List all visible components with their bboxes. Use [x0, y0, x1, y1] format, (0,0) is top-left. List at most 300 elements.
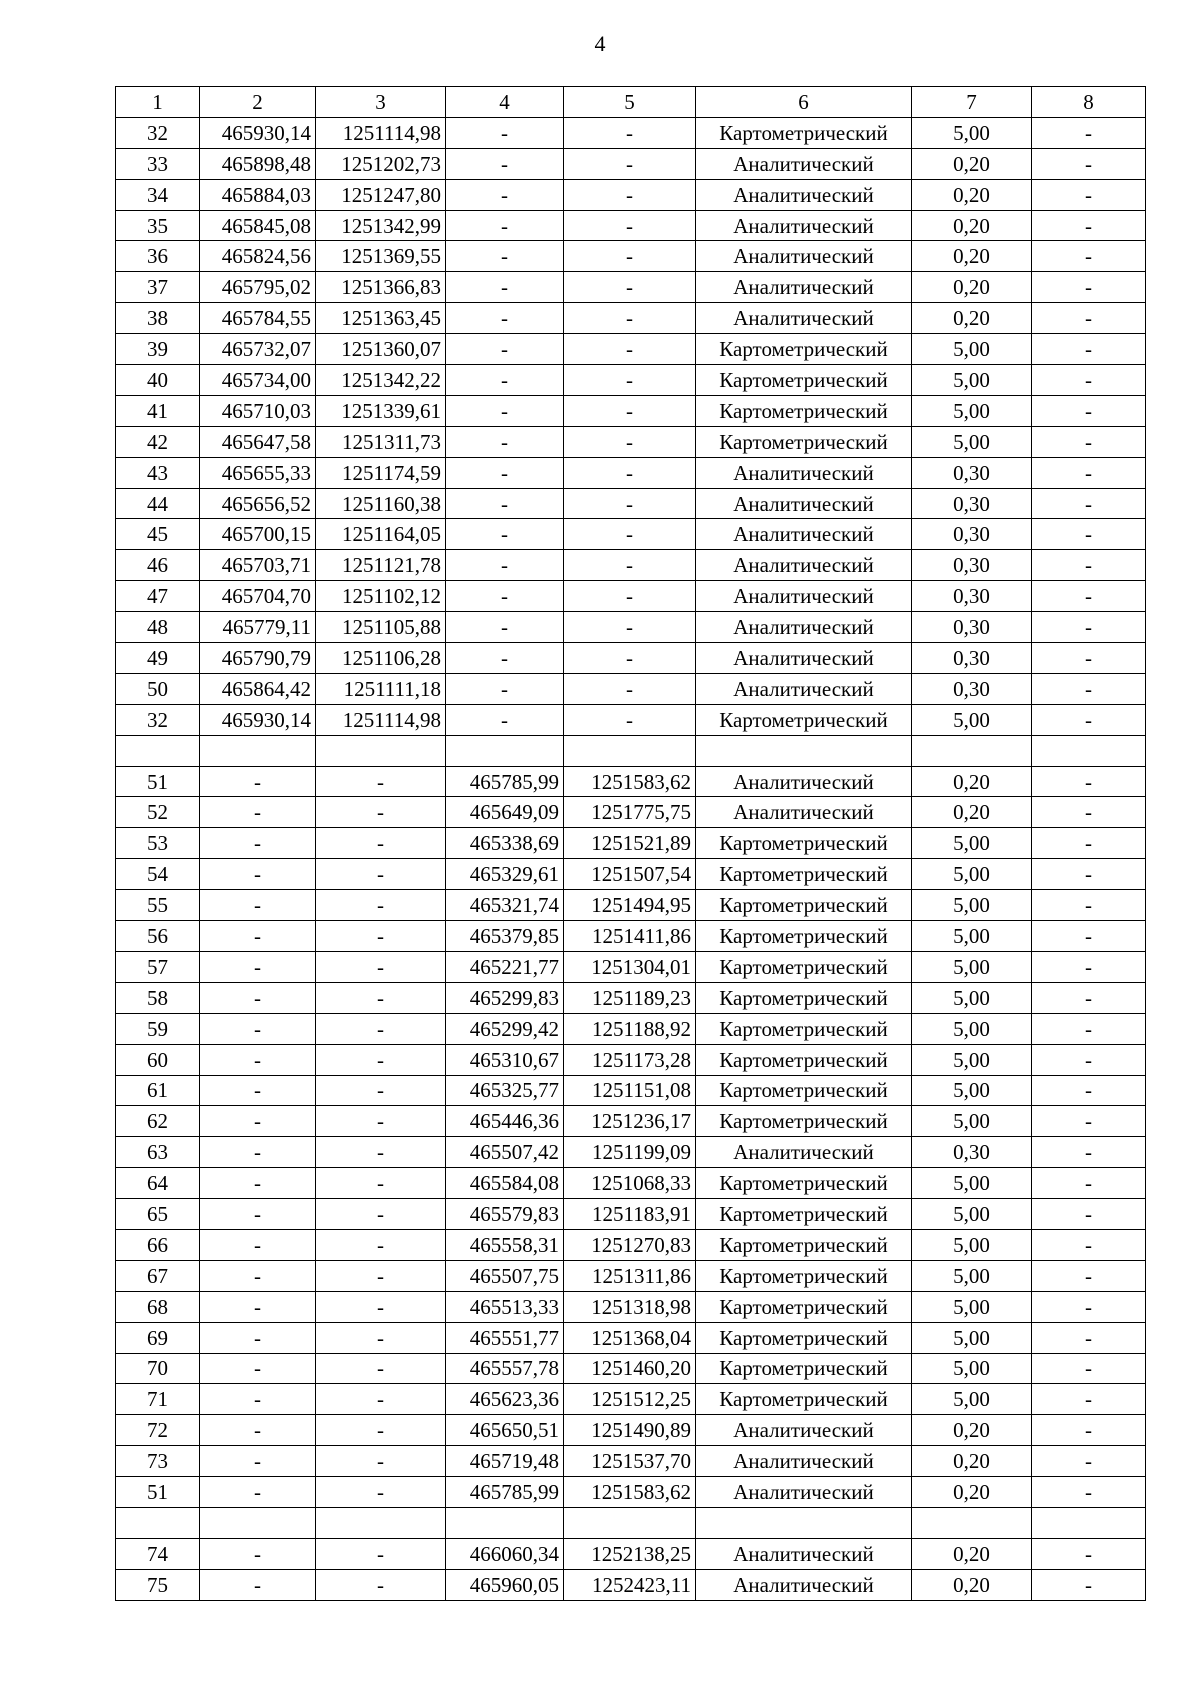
table-cell: - — [1032, 303, 1146, 334]
table-row — [116, 1415, 1146, 1446]
table-cell: Картометрический — [696, 951, 912, 982]
table-cell: - — [200, 859, 316, 890]
table-cell: 1251114,98 — [316, 704, 446, 735]
table-cell: 54 — [116, 859, 200, 890]
table-cell: 44 — [116, 488, 200, 519]
table-cell: 57 — [116, 951, 200, 982]
table-cell: - — [316, 766, 446, 797]
table-cell: - — [200, 1199, 316, 1230]
table-cell: Аналитический — [696, 457, 912, 488]
table-cell: 60 — [116, 1044, 200, 1075]
table-cell: - — [1032, 395, 1146, 426]
table-cell: - — [1032, 365, 1146, 396]
table-cell: 1251360,07 — [316, 334, 446, 365]
table-cell: - — [200, 1075, 316, 1106]
table-cell: - — [1032, 550, 1146, 581]
table-row — [116, 1322, 1146, 1353]
table-cell: 1251521,89 — [564, 828, 696, 859]
table-cell: - — [200, 1291, 316, 1322]
table-cell: 1251105,88 — [316, 612, 446, 643]
table-cell: - — [1032, 1353, 1146, 1384]
table-row — [116, 1044, 1146, 1075]
table-cell: - — [316, 797, 446, 828]
table-cell: 1251189,23 — [564, 982, 696, 1013]
table-cell: - — [1032, 426, 1146, 457]
table-cell — [116, 1507, 200, 1538]
table-cell — [564, 735, 696, 766]
table-row — [116, 766, 1146, 797]
table-cell — [316, 1507, 446, 1538]
table-cell: 1251202,73 — [316, 148, 446, 179]
table-row — [116, 457, 1146, 488]
table-cell: - — [316, 1353, 446, 1384]
table-cell: 465710,03 — [200, 395, 316, 426]
table-row — [116, 1477, 1146, 1508]
table-cell: 5,00 — [912, 1199, 1032, 1230]
table-row — [116, 828, 1146, 859]
table-cell: Аналитический — [696, 148, 912, 179]
table-cell: 46 — [116, 550, 200, 581]
table-cell: - — [1032, 951, 1146, 982]
table-row — [116, 179, 1146, 210]
table-cell: - — [564, 395, 696, 426]
table-cell: 0,30 — [912, 457, 1032, 488]
table-cell: - — [316, 1322, 446, 1353]
table-cell: 41 — [116, 395, 200, 426]
table-cell: - — [316, 1044, 446, 1075]
table-cell: 465960,05 — [446, 1569, 564, 1600]
table-cell: Аналитический — [696, 612, 912, 643]
table-cell: 465647,58 — [200, 426, 316, 457]
table-cell: - — [316, 1415, 446, 1446]
table-cell: - — [446, 488, 564, 519]
table-cell: 50 — [116, 673, 200, 704]
table-cell: - — [200, 828, 316, 859]
table-cell: 465884,03 — [200, 179, 316, 210]
table-row — [116, 303, 1146, 334]
table-cell: 0,20 — [912, 1538, 1032, 1569]
table-cell: Картометрический — [696, 1044, 912, 1075]
table-cell: 465785,99 — [446, 766, 564, 797]
table-cell: 52 — [116, 797, 200, 828]
table-cell: 1251111,18 — [316, 673, 446, 704]
table-row — [116, 148, 1146, 179]
table-cell: - — [1032, 179, 1146, 210]
table-cell: 465579,83 — [446, 1199, 564, 1230]
table-cell: Аналитический — [696, 1446, 912, 1477]
table-cell: - — [200, 1260, 316, 1291]
table-cell: 0,30 — [912, 519, 1032, 550]
table-cell: - — [1032, 1199, 1146, 1230]
table-cell: 465930,14 — [200, 117, 316, 148]
table-cell — [1032, 1507, 1146, 1538]
table-cell: 1251583,62 — [564, 1477, 696, 1508]
table-cell: 1251151,08 — [564, 1075, 696, 1106]
table-cell: - — [316, 1137, 446, 1168]
table-cell: 465785,99 — [446, 1477, 564, 1508]
table-row — [116, 859, 1146, 890]
table-cell: 465732,07 — [200, 334, 316, 365]
table-cell: 1251121,78 — [316, 550, 446, 581]
table-cell: - — [446, 334, 564, 365]
table-cell: - — [1032, 1291, 1146, 1322]
table-cell: 465650,51 — [446, 1415, 564, 1446]
table-cell: 1252423,11 — [564, 1569, 696, 1600]
table-cell: 5,00 — [912, 1291, 1032, 1322]
table-cell: 5,00 — [912, 1106, 1032, 1137]
table-cell: - — [564, 334, 696, 365]
table-cell: 0,20 — [912, 766, 1032, 797]
table-cell: 61 — [116, 1075, 200, 1106]
table-cell: - — [446, 365, 564, 396]
table-cell: Картометрический — [696, 334, 912, 365]
table-cell: Картометрический — [696, 117, 912, 148]
table-cell: - — [200, 766, 316, 797]
table-cell: - — [200, 1569, 316, 1600]
table-cell: - — [1032, 1137, 1146, 1168]
table-row — [116, 1199, 1146, 1230]
table-cell: 1251490,89 — [564, 1415, 696, 1446]
table-cell: 465790,79 — [200, 643, 316, 674]
table-cell: - — [200, 921, 316, 952]
table-cell: - — [200, 1477, 316, 1508]
table-cell: 1251342,22 — [316, 365, 446, 396]
table-cell: - — [316, 1199, 446, 1230]
table-cell: 43 — [116, 457, 200, 488]
table-cell: - — [446, 272, 564, 303]
table-cell: 35 — [116, 210, 200, 241]
table-cell: - — [1032, 210, 1146, 241]
table-cell: - — [200, 1415, 316, 1446]
table-cell: 0,20 — [912, 797, 1032, 828]
table-cell: Картометрический — [696, 1260, 912, 1291]
table-cell: 1251339,61 — [316, 395, 446, 426]
table-cell: 74 — [116, 1538, 200, 1569]
table-cell: 1251164,05 — [316, 519, 446, 550]
table-cell: 1251494,95 — [564, 890, 696, 921]
table-cell: 49 — [116, 643, 200, 674]
table-cell: 465446,36 — [446, 1106, 564, 1137]
table-cell: - — [446, 179, 564, 210]
table-cell: Картометрический — [696, 890, 912, 921]
table-cell: Картометрический — [696, 1199, 912, 1230]
table-cell: - — [564, 210, 696, 241]
table-body — [116, 117, 1146, 1600]
table-cell: - — [564, 303, 696, 334]
table-row — [116, 982, 1146, 1013]
table-cell: 1251366,83 — [316, 272, 446, 303]
table-cell: 0,30 — [912, 643, 1032, 674]
table-cell: 5,00 — [912, 1044, 1032, 1075]
table-cell: Аналитический — [696, 766, 912, 797]
page-number: 4 — [594, 31, 606, 56]
table-cell: - — [1032, 457, 1146, 488]
table-cell: 465558,31 — [446, 1229, 564, 1260]
table-cell: 0,20 — [912, 241, 1032, 272]
table-cell: - — [200, 1229, 316, 1260]
table-cell: - — [1032, 1569, 1146, 1600]
table-cell: - — [1032, 1322, 1146, 1353]
table-cell: 465824,56 — [200, 241, 316, 272]
table-cell: - — [564, 673, 696, 704]
table-cell: Аналитический — [696, 303, 912, 334]
table-cell: - — [446, 117, 564, 148]
table-cell: - — [1032, 241, 1146, 272]
table-cell: - — [1032, 1229, 1146, 1260]
table-cell: 1251368,04 — [564, 1322, 696, 1353]
table-row — [116, 1353, 1146, 1384]
table-cell: - — [316, 1569, 446, 1600]
separator-row — [116, 735, 1146, 766]
table-row — [116, 1229, 1146, 1260]
table-cell: - — [1032, 1477, 1146, 1508]
table-cell: - — [564, 241, 696, 272]
table-cell: 58 — [116, 982, 200, 1013]
table-cell: 5,00 — [912, 1384, 1032, 1415]
separator-row — [116, 1507, 1146, 1538]
table-cell: 51 — [116, 1477, 200, 1508]
table-cell: 465584,08 — [446, 1168, 564, 1199]
table-cell: 0,30 — [912, 612, 1032, 643]
table-cell: 465795,02 — [200, 272, 316, 303]
table-cell: - — [446, 519, 564, 550]
table-cell: 1251363,45 — [316, 303, 446, 334]
table-cell: - — [316, 1013, 446, 1044]
table-cell: - — [1032, 673, 1146, 704]
table-cell: 5,00 — [912, 426, 1032, 457]
table-row — [116, 1291, 1146, 1322]
table-cell: - — [316, 890, 446, 921]
table-cell: - — [1032, 612, 1146, 643]
table-cell: 1251188,92 — [564, 1013, 696, 1044]
table-cell: 465338,69 — [446, 828, 564, 859]
table-cell: - — [1032, 1106, 1146, 1137]
table-cell: 465704,70 — [200, 581, 316, 612]
table-cell: 71 — [116, 1384, 200, 1415]
table-row — [116, 365, 1146, 396]
table-cell: - — [446, 673, 564, 704]
table-cell: 0,20 — [912, 1415, 1032, 1446]
table-cell: Аналитический — [696, 272, 912, 303]
table-cell: Картометрический — [696, 1322, 912, 1353]
table-cell: - — [1032, 797, 1146, 828]
table-cell: 5,00 — [912, 334, 1032, 365]
table-cell: - — [1032, 148, 1146, 179]
table-cell: - — [1032, 1168, 1146, 1199]
table-cell: 68 — [116, 1291, 200, 1322]
table-cell: 59 — [116, 1013, 200, 1044]
table-cell: - — [316, 1446, 446, 1477]
table-row — [116, 1075, 1146, 1106]
table-cell: 1251369,55 — [316, 241, 446, 272]
table-cell — [316, 735, 446, 766]
table-cell: - — [564, 581, 696, 612]
table-cell: 465700,15 — [200, 519, 316, 550]
table-row — [116, 210, 1146, 241]
table-cell: - — [1032, 272, 1146, 303]
table-cell — [116, 735, 200, 766]
table-cell: 465703,71 — [200, 550, 316, 581]
table-cell: 47 — [116, 581, 200, 612]
table-cell: - — [564, 272, 696, 303]
table-cell: Картометрический — [696, 1291, 912, 1322]
table-cell: Аналитический — [696, 673, 912, 704]
table-cell: 34 — [116, 179, 200, 210]
table-cell: 5,00 — [912, 859, 1032, 890]
table-cell: - — [316, 951, 446, 982]
table-cell: 465221,77 — [446, 951, 564, 982]
table-cell: 465299,42 — [446, 1013, 564, 1044]
table-cell: - — [200, 1168, 316, 1199]
table-cell: 0,20 — [912, 272, 1032, 303]
table-cell: - — [564, 704, 696, 735]
table-cell: - — [200, 890, 316, 921]
table-cell: Аналитический — [696, 1415, 912, 1446]
table-cell: - — [1032, 1075, 1146, 1106]
table-row — [116, 921, 1146, 952]
table-cell: - — [1032, 334, 1146, 365]
table-cell: - — [1032, 1384, 1146, 1415]
table-cell: - — [446, 704, 564, 735]
table-cell: 465898,48 — [200, 148, 316, 179]
table-cell: 1251583,62 — [564, 766, 696, 797]
table-row — [116, 1168, 1146, 1199]
table-cell: - — [564, 612, 696, 643]
table-cell: - — [1032, 982, 1146, 1013]
table-cell: 465655,33 — [200, 457, 316, 488]
header-cell: 8 — [1032, 87, 1146, 118]
table-cell: Картометрический — [696, 859, 912, 890]
table-cell: 1251068,33 — [564, 1168, 696, 1199]
table-cell: - — [316, 921, 446, 952]
table-cell: 1251304,01 — [564, 951, 696, 982]
table-cell — [446, 1507, 564, 1538]
table-cell: 5,00 — [912, 365, 1032, 396]
table-cell: - — [200, 797, 316, 828]
table-cell — [564, 1507, 696, 1538]
table-cell: - — [564, 457, 696, 488]
table-row — [116, 1446, 1146, 1477]
table-cell: - — [1032, 519, 1146, 550]
table-cell: Картометрический — [696, 1075, 912, 1106]
table-row — [116, 334, 1146, 365]
table-cell: 0,30 — [912, 673, 1032, 704]
table-cell: Картометрический — [696, 1229, 912, 1260]
table-cell: - — [564, 488, 696, 519]
table-cell: 1251512,25 — [564, 1384, 696, 1415]
table-row — [116, 488, 1146, 519]
table-cell: 465784,55 — [200, 303, 316, 334]
table-cell: - — [564, 643, 696, 674]
table-cell: - — [446, 550, 564, 581]
table-cell: 465734,00 — [200, 365, 316, 396]
table-cell: 0,30 — [912, 1137, 1032, 1168]
table-cell: 5,00 — [912, 828, 1032, 859]
table-cell: 1251160,38 — [316, 488, 446, 519]
table-cell: Картометрический — [696, 395, 912, 426]
table-cell: 5,00 — [912, 921, 1032, 952]
table-cell: - — [1032, 766, 1146, 797]
table-cell: - — [1032, 921, 1146, 952]
table-cell: 51 — [116, 766, 200, 797]
table-cell: 75 — [116, 1569, 200, 1600]
table-cell: - — [316, 1229, 446, 1260]
table-cell: - — [446, 395, 564, 426]
table-cell: - — [564, 179, 696, 210]
table-cell: - — [316, 1291, 446, 1322]
table-cell: 1251174,59 — [316, 457, 446, 488]
table-cell: - — [1032, 1538, 1146, 1569]
header-cell: 4 — [446, 87, 564, 118]
table-cell: 1251318,98 — [564, 1291, 696, 1322]
table-row — [116, 673, 1146, 704]
table-cell: 466060,34 — [446, 1538, 564, 1569]
table-cell: - — [200, 1384, 316, 1415]
coordinates-table — [115, 86, 1146, 1601]
table-cell: 39 — [116, 334, 200, 365]
table-cell: 1251342,99 — [316, 210, 446, 241]
table-cell: - — [200, 1106, 316, 1137]
table-cell: 5,00 — [912, 704, 1032, 735]
table-row — [116, 519, 1146, 550]
table-cell: 32 — [116, 704, 200, 735]
table-cell: 55 — [116, 890, 200, 921]
table-cell: - — [1032, 1044, 1146, 1075]
table-cell: Аналитический — [696, 643, 912, 674]
table-cell — [200, 1507, 316, 1538]
table-cell: Картометрический — [696, 426, 912, 457]
header-row — [116, 87, 1146, 118]
table-cell: - — [564, 550, 696, 581]
header-cell: 5 — [564, 87, 696, 118]
table-cell: 1251270,83 — [564, 1229, 696, 1260]
table-cell: Картометрический — [696, 365, 912, 396]
table-cell: - — [200, 1446, 316, 1477]
table-cell: - — [446, 426, 564, 457]
table-cell: 5,00 — [912, 890, 1032, 921]
table-cell: Аналитический — [696, 1569, 912, 1600]
table-row — [116, 426, 1146, 457]
table-cell: Аналитический — [696, 581, 912, 612]
table-cell: - — [446, 457, 564, 488]
table-cell: Аналитический — [696, 1538, 912, 1569]
table-cell: 64 — [116, 1168, 200, 1199]
table-cell: 465656,52 — [200, 488, 316, 519]
table-row — [116, 550, 1146, 581]
table-cell: Картометрический — [696, 1106, 912, 1137]
table-row — [116, 1384, 1146, 1415]
table-cell: - — [316, 1168, 446, 1199]
table-row — [116, 241, 1146, 272]
table-cell: - — [1032, 1446, 1146, 1477]
table-cell: 37 — [116, 272, 200, 303]
table-cell: 65 — [116, 1199, 200, 1230]
table-cell: 0,20 — [912, 179, 1032, 210]
table-cell: 1251183,91 — [564, 1199, 696, 1230]
table-cell: 62 — [116, 1106, 200, 1137]
table-cell: - — [446, 210, 564, 241]
table-row — [116, 797, 1146, 828]
table-cell: Картометрический — [696, 1384, 912, 1415]
table-cell: - — [564, 117, 696, 148]
table-row — [116, 890, 1146, 921]
table-cell: - — [1032, 890, 1146, 921]
table-row — [116, 117, 1146, 148]
table-cell: - — [316, 859, 446, 890]
table-cell: 40 — [116, 365, 200, 396]
table-cell: 465507,42 — [446, 1137, 564, 1168]
table-cell: 73 — [116, 1446, 200, 1477]
